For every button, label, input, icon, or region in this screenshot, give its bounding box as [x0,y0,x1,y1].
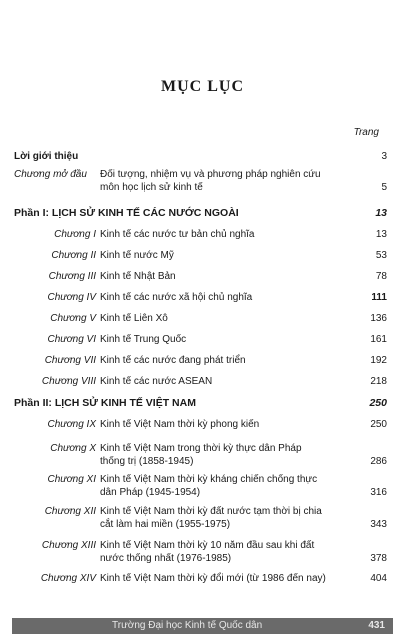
footer-page-number: 431 [368,620,385,631]
chapter-page: 136 [370,313,387,324]
chapter-label: Chương VI [47,334,96,345]
chapter-label: Chương V [50,313,96,324]
chapter-page: 13 [375,229,387,240]
part-label: Phần II: LỊCH SỬ KINH TẾ VIỆT NAM [14,397,196,409]
chapter-title: Kinh tế Việt Nam thời kỳ đổi mới (từ 1986 đến nay) [100,573,326,584]
chapter-label: Chương III [48,271,96,282]
entry-page: 3 [381,151,387,162]
chapter-page: 378 [370,553,387,564]
chapter-page: 218 [370,376,387,387]
chapter-page: 78 [375,271,387,282]
chapter-title: Kinh tế Nhật Bản [100,271,176,282]
chapter-label: Chương IX [47,419,96,430]
page-column-header: Trang [353,127,379,138]
page-footer [12,618,393,634]
chapter-title-cont: dân Pháp (1945-1954) [100,487,201,498]
chapter-page: 111 [371,292,387,303]
chapter-page: 192 [370,355,387,366]
chapter-page: 316 [370,487,387,498]
chapter-label: Chương X [50,443,96,454]
chapter-page: 343 [370,519,387,530]
chapter-page: 250 [370,419,387,430]
chapter-label: Chương XI [47,474,96,485]
chapter-label: Chương XII [44,506,96,517]
chapter-title: Kinh tế Việt Nam thời kỳ kháng chiến chống thực [100,474,318,485]
chapter-title: Kinh tế các nước tư bản chủ nghĩa [100,229,255,240]
entry-label: Lời giới thiệu [14,151,79,162]
page-title: MỤC LỤC [161,78,244,95]
chapter-label: Chương XIII [41,540,96,551]
chapter-title: Kinh tế Việt Nam thời kỳ 10 năm đầu sau khi đất [100,540,315,551]
chapter-title: Kinh tế các nước ASEAN [100,376,213,387]
entry-text-cont: môn học lịch sử kinh tế [100,182,203,193]
chapter-title: Kinh tế Liên Xô [100,313,168,324]
chapter-title-cont: thống trị (1858-1945) [100,456,194,467]
part-page: 250 [369,397,387,409]
chapter-page: 286 [370,456,387,467]
chapter-title-cont: nước thống nhất (1976-1985) [100,553,232,564]
chapter-page: 53 [375,250,387,261]
chapter-title: Kinh tế Việt Nam trong thời kỳ thực dân Pháp [100,443,302,454]
chapter-label: Chương VIII [41,376,96,387]
chapter-title: Kinh tế nước Mỹ [100,250,174,261]
chapter-title-cont: cắt làm hai miền (1955-1975) [100,519,231,530]
entry-text: Đối tượng, nhiệm vụ và phương pháp nghiên cứu [100,169,321,180]
chapter-label: Chương VII [44,355,96,366]
chapter-label: Chương II [51,250,96,261]
entry-label: Chương mở đầu [14,169,87,180]
chapter-page: 404 [370,573,387,584]
chapter-title: Kinh tế Việt Nam thời kỳ phong kiến [100,419,260,430]
chapter-page: 161 [370,334,387,345]
chapter-label: Chương I [54,229,96,240]
chapter-title: Kinh tế Trung Quốc [100,334,187,345]
part-page: 13 [375,207,387,219]
part-label: Phần I: LỊCH SỬ KINH TẾ CÁC NƯỚC NGOÀI [14,207,239,219]
chapter-title: Kinh tế các nước đang phát triển [100,355,246,366]
chapter-title: Kinh tế Việt Nam thời kỳ đất nước tạm thời bị chia [100,506,322,517]
chapter-label: Chương XIV [40,573,96,584]
chapter-label: Chương IV [47,292,96,303]
chapter-title: Kinh tế các nước xã hội chủ nghĩa [100,292,253,303]
entry-page: 5 [381,182,387,193]
footer-publisher: Trường Đại học Kinh tế Quốc dân [112,620,263,631]
